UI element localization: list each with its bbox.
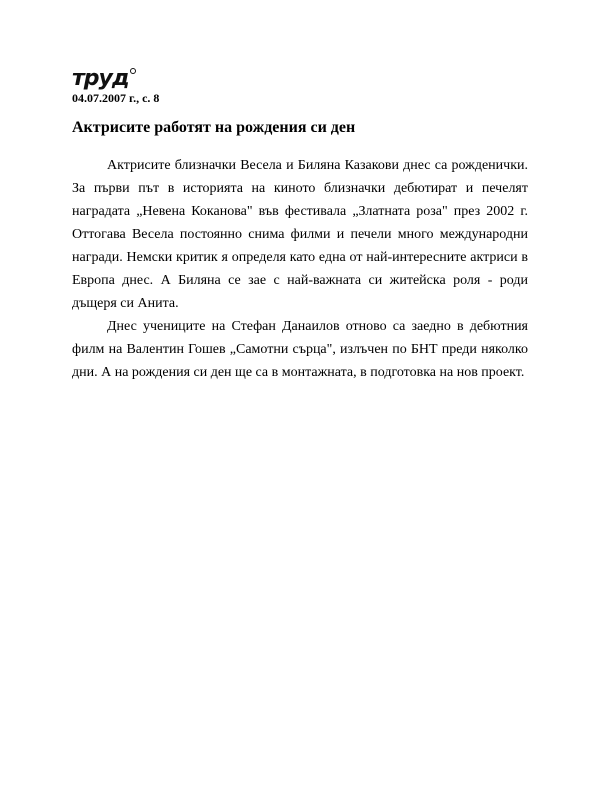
article-paragraph-1: Актрисите близначки Весела и Биляна Казакови днес са рожденички. За първи път в историята на киното близначки дебютират и печелят наградата „Невена Коканова" във фестивала „Златната роза" през 2002 г. Оттогава Весела постоянно снима филми и печели много международни награди. Немски критик я определя като една от най-интересните актриси в Европа днес. А Биляна се зае с най-важната си житейска роля - роди дъщеря си Анита. (72, 158, 528, 311)
logo-registered-mark (131, 69, 136, 74)
logo-wordmark: труд (72, 66, 129, 90)
article-title: Актрисите работят на рождения си ден (72, 119, 356, 136)
article-paragraph-2: Днес учениците на Стефан Данаилов отново са заедно в дебютния филм на Валентин Гошев „Самотни сърца", излъчен по БНТ преди няколко дни. А на рождения си ден ще са в монтажната, в подготовка на нов проект. (72, 319, 528, 380)
publication-date-page: 04.07.2007 г., с. 8 (72, 91, 160, 105)
article-body (72, 154, 528, 384)
trud-logo-icon (72, 66, 138, 90)
newspaper-logo (72, 66, 138, 90)
